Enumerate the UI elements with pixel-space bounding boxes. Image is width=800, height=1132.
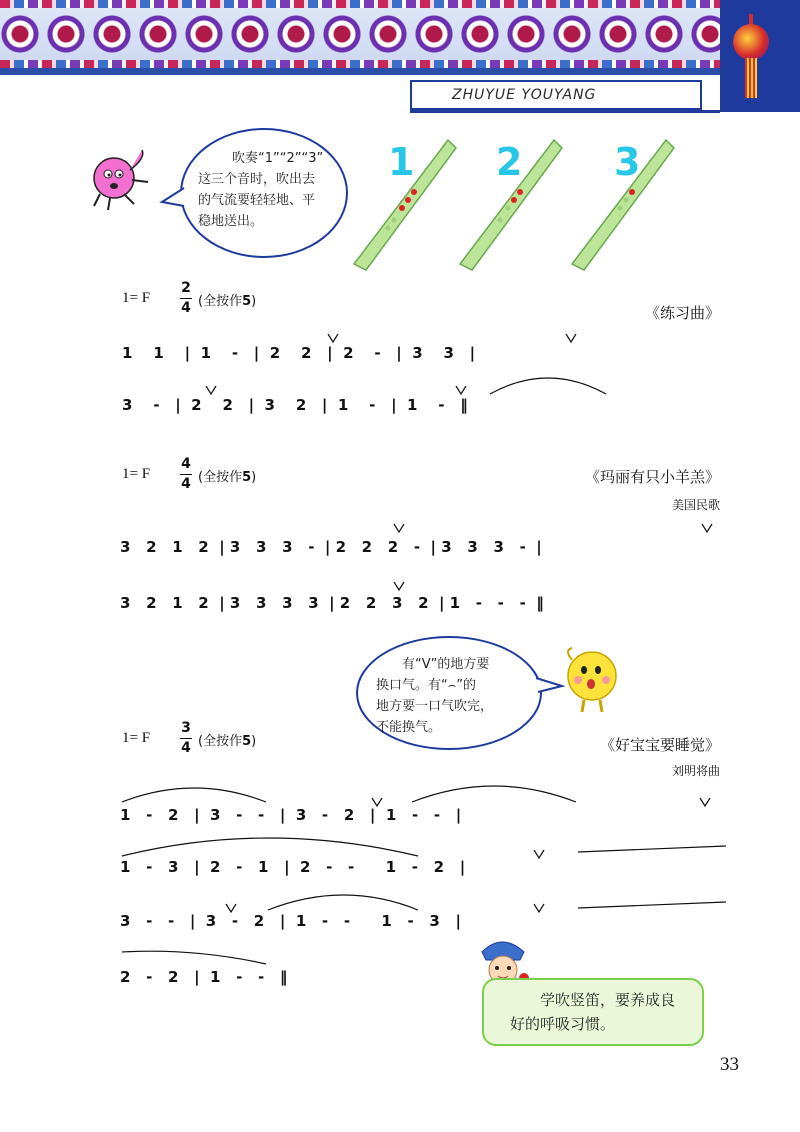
fingering-note: (全按作5) bbox=[198, 294, 257, 309]
bubble-line: 稳地送出。 bbox=[198, 214, 264, 229]
fingering-note: (全按作5) bbox=[198, 470, 257, 485]
bubble-line: 不能换气。 bbox=[376, 720, 442, 735]
notation-row: 3 - - | 3 - 2 | 1 - - 1 - 3 | bbox=[120, 912, 461, 930]
tip-line: 学吹竖笛，要养成良 bbox=[540, 991, 676, 1009]
time-signature-top: 4 bbox=[181, 456, 191, 472]
page-number: 33 bbox=[720, 1054, 739, 1075]
finger-number-label: 2 bbox=[496, 140, 523, 184]
fingering-note: (全按作5) bbox=[198, 734, 257, 749]
finger-number-label: 1 bbox=[388, 140, 415, 184]
notation-row: 3 2 1 2 | 3 3 3 3 | 2 2 3 2 | 1 - - - ‖ bbox=[120, 594, 544, 612]
piece-title: 《练习曲》 bbox=[644, 304, 720, 322]
bubble-line: 换口气。有“⌢”的 bbox=[376, 678, 477, 693]
notation-row: 3 2 1 2 | 3 3 3 - | 2 2 2 - | 3 3 3 - | bbox=[120, 538, 542, 556]
bubble-line: 有“V”的地方要 bbox=[402, 657, 490, 672]
time-signature-top: 2 bbox=[181, 280, 191, 296]
bubble-line: 地方要一口气吹完， bbox=[376, 699, 494, 714]
composer-credit: 刘明将曲 bbox=[671, 764, 720, 778]
bubble-line: 吹奏“1”“2”“3” bbox=[232, 151, 324, 166]
bubble-line: 这三个音时，吹出去 bbox=[198, 172, 316, 187]
piece-title: 《好宝宝要睡觉》 bbox=[599, 736, 720, 754]
time-signature-top: 3 bbox=[181, 720, 191, 736]
tip-line: 好的呼吸习惯。 bbox=[510, 1015, 616, 1033]
time-signature-bottom: 4 bbox=[181, 740, 191, 756]
composer-credit: 美国民歌 bbox=[671, 498, 720, 512]
key-signature: 1= F bbox=[122, 466, 151, 482]
notation-row: 1 - 3 | 2 - 1 | 2 - - 1 - 2 | bbox=[120, 858, 466, 876]
piece-title: 《玛丽有只小羊羔》 bbox=[584, 468, 720, 486]
time-signature-bottom: 4 bbox=[181, 300, 191, 316]
key-signature: 1= F bbox=[122, 730, 151, 746]
section-subtitle: ZHUYUE YOUYANG bbox=[452, 87, 597, 103]
notation-row: 1 1 | 1 - | 2 2 | 2 - | 3 3 | bbox=[122, 344, 476, 362]
notation-row: 3 - | 2 2 | 3 2 | 1 - | 1 - ‖ bbox=[122, 396, 468, 414]
notation-row: 2 - 2 | 1 - - ‖ bbox=[120, 968, 288, 986]
key-signature: 1= F bbox=[122, 290, 151, 306]
time-signature-bottom: 4 bbox=[181, 476, 191, 492]
finger-number-label: 3 bbox=[614, 140, 641, 184]
bubble-line: 的气流要轻轻地、平 bbox=[198, 193, 316, 208]
notation-row: 1 - 2 | 3 - - | 3 - 2 | 1 - - | bbox=[120, 806, 462, 824]
